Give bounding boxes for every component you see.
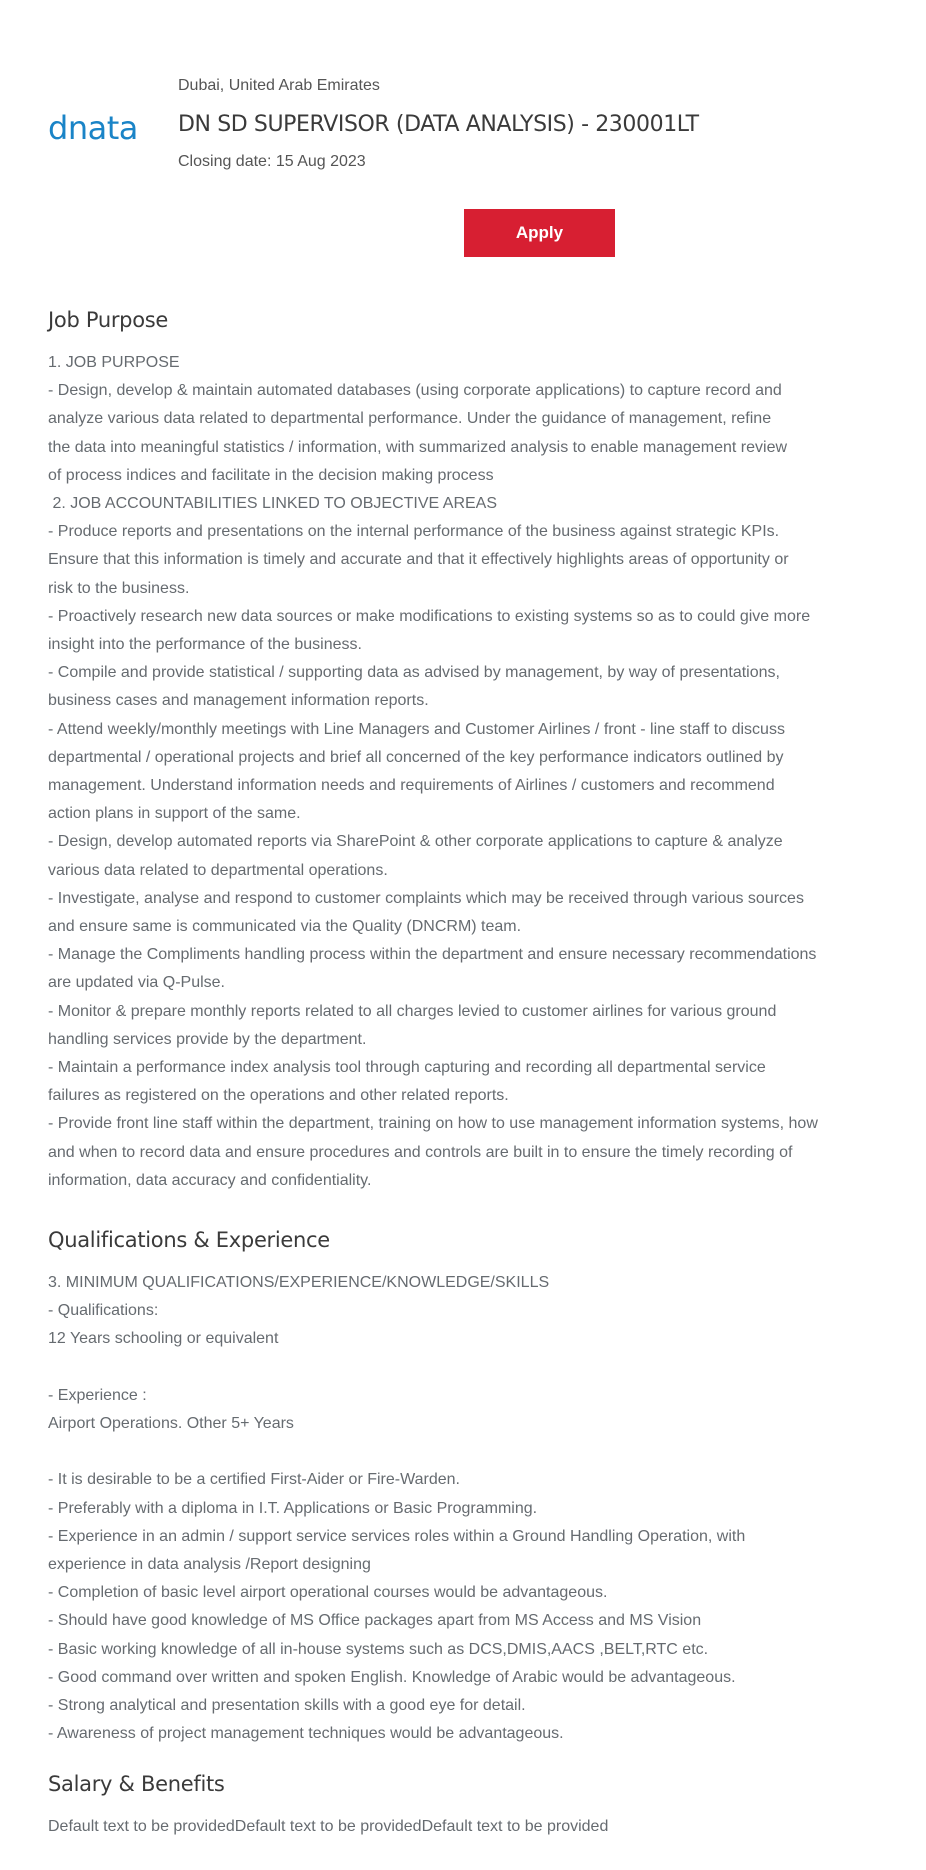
body-text-line: - Compile and provide statistical / supporting data as advised by management, by way of presentations,	[48, 664, 780, 682]
body-text-line: - Good command over written and spoken English. Knowledge of Arabic would be advantageous.	[48, 1668, 736, 1686]
body-text-line: - Design, develop & maintain automated databases (using corporate applications) to capture record and	[48, 382, 782, 400]
body-text-line: information, data accuracy and confidentiality.	[48, 1171, 372, 1189]
body-text-line: of process indices and facilitate in the decision making process	[48, 466, 494, 484]
body-text-line: are updated via Q-Pulse.	[48, 974, 225, 992]
body-text-line: - Attend weekly/monthly meetings with Line Managers and Customer Airlines / front - line staff to discuss	[48, 720, 785, 738]
body-text-line: analyze various data related to departmental performance. Under the guidance of management, refine	[48, 410, 772, 428]
body-text-line: and ensure same is communicated via the Quality (DNCRM) team.	[48, 918, 522, 936]
body-text-line: and when to record data and ensure procedures and controls are built in to ensure the timely recording of	[48, 1143, 793, 1161]
body-text-line: Airport Operations. Other 5+ Years	[48, 1415, 294, 1432]
body-text-line: - Investigate, analyse and respond to customer complaints which may be received through various sources	[48, 889, 804, 907]
body-text-line: risk to the business.	[48, 579, 190, 597]
dnata-logo: dnata	[48, 109, 138, 147]
body-text-line: - Basic working knowledge of all in-house systems such as DCS,DMIS,AACS ,BELT,RTC etc.	[48, 1640, 709, 1658]
body-text-line: experience in data analysis /Report designing	[48, 1556, 371, 1573]
body-text-line	[48, 1354, 858, 1382]
body-text-line: action plans in support of the same.	[48, 805, 301, 823]
body-text-line	[48, 1438, 858, 1466]
body-text-line: - Experience in an admin / support service services roles within a Ground Handling Operation, with	[48, 1527, 746, 1545]
qualifications-section	[48, 1227, 858, 1748]
body-text-line: management. Understand information needs and requirements of Airlines / customers and recommend	[48, 777, 775, 795]
body-text-line: - Manage the Compliments handling process within the department and ensure necessary recommendations	[48, 946, 817, 964]
body-text-line: the data into meaningful statistics / information, with summarized analysis to enable management review	[48, 438, 788, 456]
body-text-line: 1. JOB PURPOSE	[48, 354, 180, 371]
body-text-line: failures as registered on the operations and other related reports.	[48, 1087, 509, 1105]
job-purpose-section	[48, 307, 858, 1195]
body-text-line: - Strong analytical and presentation skills with a good eye for detail.	[48, 1697, 526, 1715]
job-location: Dubai, United Arab Emirates	[178, 77, 380, 94]
body-text-line: - Should have good knowledge of MS Office packages apart from MS Access and MS Vision	[48, 1612, 702, 1630]
section-heading-qualifications: Qualifications & Experience	[48, 1228, 330, 1252]
job-header	[178, 76, 898, 172]
body-text-line: 2. JOB ACCOUNTABILITIES LINKED TO OBJECTIVE AREAS	[48, 495, 498, 513]
body-text-line: 3. MINIMUM QUALIFICATIONS/EXPERIENCE/KNOWLEDGE/SKILLS	[48, 1274, 550, 1291]
body-text-line: - Experience :	[48, 1386, 147, 1404]
body-text-line: - Provide front line staff within the department, training on how to use management information systems, how	[48, 1115, 818, 1133]
body-text-line: - Qualifications:	[48, 1302, 159, 1320]
qualifications-body	[48, 1269, 858, 1748]
closing-date: Closing date: 15 Aug 2023	[178, 153, 366, 170]
body-text-line: - Awareness of project management techniques would be advantageous.	[48, 1725, 564, 1743]
body-text-line: - Produce reports and presentations on the internal performance of the business against strategic KPIs.	[48, 523, 780, 541]
body-text-line: business cases and management information reports.	[48, 692, 429, 710]
body-text-line: insight into the performance of the business.	[48, 636, 362, 654]
body-text-line: - Monitor & prepare monthly reports related to all charges levied to customer airlines for various ground	[48, 1002, 777, 1020]
body-text-line: handling services provide by the department.	[48, 1030, 367, 1048]
body-text-line: 12 Years schooling or equivalent	[48, 1330, 279, 1348]
body-text-line: various data related to departmental operations.	[48, 861, 388, 879]
body-text-line: - Design, develop automated reports via SharePoint & other corporate applications to capture & analyze	[48, 833, 783, 851]
job-title: DN SD SUPERVISOR (DATA ANALYSIS) - 230001LT	[178, 112, 699, 137]
job-purpose-body	[48, 349, 858, 1195]
body-text-line: - Completion of basic level airport operational courses would be advantageous.	[48, 1584, 608, 1602]
body-text-line: - It is desirable to be a certified First-Aider or Fire-Warden.	[48, 1471, 460, 1489]
apply-button[interactable]: Apply	[464, 209, 615, 257]
section-heading-salary-benefits: Salary & Benefits	[48, 1772, 225, 1796]
body-text-line: departmental / operational projects and brief all concerned of the key performance indicators outlined by	[48, 748, 784, 766]
body-text-line: - Preferably with a diploma in I.T. Applications or Basic Programming.	[48, 1499, 538, 1517]
section-heading-job-purpose: Job Purpose	[48, 308, 169, 332]
body-text-line: Default text to be providedDefault text to be providedDefault text to be provided	[48, 1818, 609, 1835]
body-text-line: - Proactively research new data sources or make modifications to existing systems so as to could give more	[48, 607, 811, 625]
salary-benefits-body	[48, 1813, 858, 1841]
body-text-line: Ensure that this information is timely and accurate and that it effectively highlights areas of opportunity or	[48, 551, 789, 569]
salary-benefits-section	[48, 1771, 858, 1841]
body-text-line: - Maintain a performance index analysis tool through capturing and recording all departmental service	[48, 1059, 766, 1077]
